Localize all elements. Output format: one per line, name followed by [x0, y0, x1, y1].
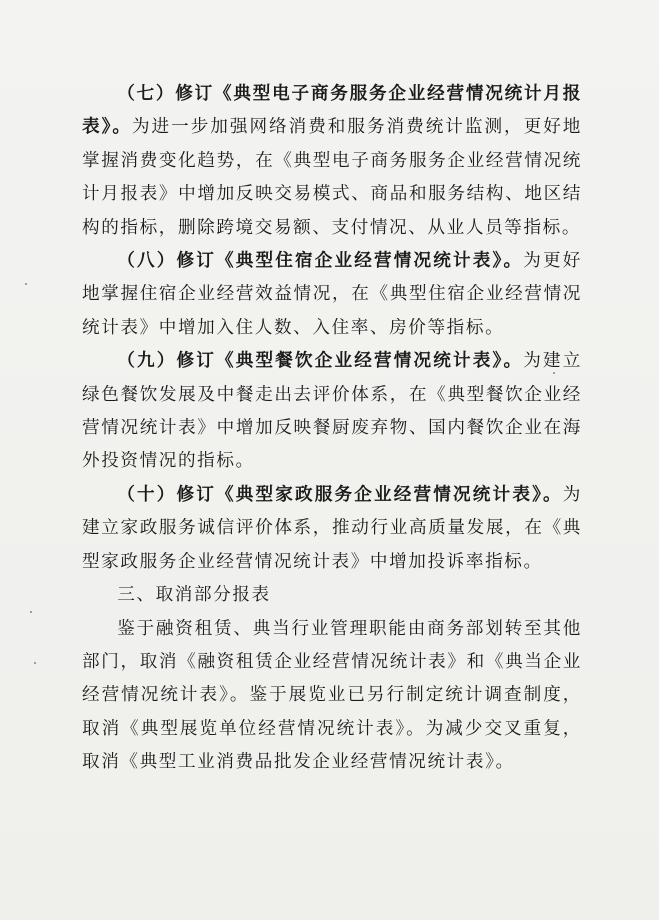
item-9-body: 为建立绿色餐饮发展及中餐走出去评价体系，在《典型餐饮企业经营情况统计表》中增加反映餐厨废弃物、国内餐饮企业在海外投资情况的指标。 [82, 351, 582, 472]
item-8-body: 为更好地掌握住宿企业经营效益情况，在《典型住宿企业经营情况统计表》中增加入住人数、入住率、房价等指标。 [82, 251, 582, 338]
item-10-paragraph [82, 479, 582, 579]
scan-speck [34, 662, 36, 664]
scan-speck [25, 283, 27, 285]
document-body [82, 78, 582, 780]
item-7-paragraph [82, 78, 582, 245]
item-9-heading: （九）修订《典型餐饮企业经营情况统计表》。 [117, 351, 524, 372]
section-3-title: 三、取消部分报表 [117, 585, 271, 606]
scan-speck [553, 372, 555, 374]
item-7-body: 为进一步加强网络消费和服务消费统计监测，更好地掌握消费变化趋势，在《典型电子商务服务企业经营情况统计月报表》中增加反映交易模式、商品和服务结构、地区结构的指标，删除跨境交易额、支付情况、从业人员等指标。 [82, 117, 582, 238]
item-9-paragraph [82, 345, 582, 479]
section-3-body: 鉴于融资租赁、典当行业管理职能由商务部划转至其他部门，取消《融资租赁企业经营情况统计表》和《典当企业经营情况统计表》。鉴于展览业已另行制定统计调查制度，取消《典型展览单位经营情况统计表》。为减少交叉重复，取消《典型工业消费品批发企业经营情况统计表》。 [82, 618, 582, 773]
item-10-heading: （十）修订《典型家政服务企业经营情况统计表》。 [117, 484, 563, 505]
item-7-heading: （七）修订《典型电子商务服务企业经营情况统计月报表》。 [82, 84, 582, 138]
item-8-paragraph [82, 245, 582, 345]
scan-speck [30, 611, 32, 613]
item-8-heading: （八）修订《典型住宿企业经营情况统计表》。 [117, 251, 524, 272]
item-10-body: 为建立家政服务诚信评价体系，推动行业高质量发展，在《典型家政服务企业经营情况统计表》中增加投诉率指标。 [82, 484, 582, 572]
